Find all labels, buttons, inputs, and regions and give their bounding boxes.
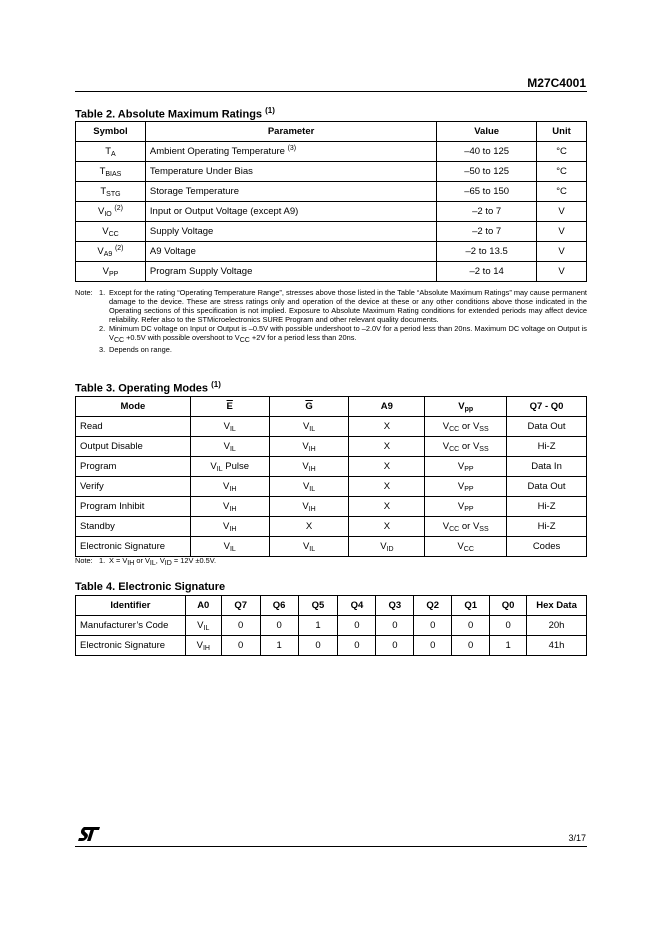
bit-cell: 0 [376, 616, 414, 636]
text: V [302, 460, 309, 472]
document-title: M27C4001 [527, 76, 586, 90]
table-row [76, 202, 587, 222]
text: PP [464, 465, 474, 473]
table2-notes: Note: 1. Except for the rating “Operating Temperature Range”, stresses above those listed in the Table “Absolute Maximum Ratings” may cause permanent damage to the device. These are stress ratings only and operation of the device at these or any other conditions above those indicated in the Operating sections of this specification is not implied. Exposure to Absolute Maximum Rating conditions for extended periods may affect device reliability. Refer also to the STMicroelectronics SURE Program and other relevant quality documents. 2. Minimum DC voltage on Input or Output is –0.5V with possible undershoot to –2.0V for a period less than 20ns. Maximum DC voltage on Output is $V_{CC} +0.5V$ with possible overshoot to $V_{CC} +2V$ for a period less than 20ns. 3. Depends on range. [75, 288, 587, 354]
table4-caption: Table 4. Electronic Signature [75, 581, 226, 593]
text: V [210, 460, 217, 472]
table-row [76, 457, 587, 477]
text: SS [479, 445, 489, 453]
e-cell [190, 497, 269, 517]
symbol-cell [76, 182, 146, 202]
text: IL [229, 445, 236, 453]
header-cell: Q1 [452, 596, 490, 616]
mode: Standby [80, 521, 115, 532]
text: V [223, 540, 230, 552]
identifier-cell [76, 636, 186, 656]
symbol: T [99, 165, 106, 177]
text: V [302, 420, 310, 432]
symbol-cell [76, 202, 146, 222]
text: V [302, 480, 310, 492]
text: V [223, 520, 230, 532]
a9-cell [349, 437, 425, 457]
vpp-cell [425, 417, 507, 437]
header-cell: Q3 [376, 596, 414, 616]
unit-cell: °C [537, 162, 587, 182]
symbol-subscript: IO [104, 211, 112, 219]
value-cell: –2 to 14 [437, 262, 537, 282]
header-e: $\overline{E}$ [190, 397, 269, 417]
bit-cell: 0 [452, 616, 490, 636]
text: IH [229, 525, 237, 533]
text: V [457, 460, 465, 472]
bit-cell: 0 [338, 616, 376, 636]
a9-cell [349, 537, 425, 557]
bit-cell: 0 [260, 616, 298, 636]
a9-cell [349, 457, 425, 477]
vpp-cell [425, 537, 507, 557]
vpp-cell [425, 437, 507, 457]
text: V [223, 420, 230, 432]
unit-cell: V [537, 202, 587, 222]
header-cell: Value [437, 122, 537, 142]
q-cell: Hi-Z [507, 517, 587, 537]
header-mode: Mode [76, 397, 191, 417]
parameter-cell [145, 182, 436, 202]
text: or V [459, 440, 480, 452]
symbol: V [102, 225, 109, 237]
text: PP [464, 505, 474, 513]
text: V [442, 420, 450, 432]
q-cell: Data In [507, 457, 587, 477]
text: X [305, 520, 313, 532]
text: SS [479, 425, 489, 433]
text: IH [308, 465, 316, 473]
vpp-cell [425, 477, 507, 497]
electronic-signature-table [75, 595, 587, 656]
symbol: V [97, 206, 105, 218]
bit-cell: 0 [414, 636, 452, 656]
text: IL [309, 425, 316, 433]
header-q: Q7 - Q0 [507, 397, 587, 417]
header-vpp: $V_{pp}$ [425, 397, 507, 417]
table-row [76, 222, 587, 242]
text: IL [229, 425, 236, 433]
q-cell: Data Out [507, 417, 587, 437]
parameter: Program Supply Voltage [149, 266, 253, 277]
text: V [302, 500, 309, 512]
header-cell: Q4 [338, 596, 376, 616]
mode: Program [80, 461, 117, 472]
table-row [76, 142, 587, 162]
text: or V [459, 420, 480, 432]
footnote-ref: (2) [114, 244, 124, 252]
symbol-subscript: CC [108, 230, 119, 238]
operating-modes-table [75, 396, 587, 557]
absolute-max-ratings-table [75, 121, 587, 282]
parameter: Temperature Under Bias [149, 166, 253, 177]
text: V [302, 540, 310, 552]
text: IL [229, 545, 236, 553]
table-row [76, 262, 587, 282]
table2-caption: Table 2. Absolute Maximum Ratings $^{(1)}$ [75, 106, 275, 121]
vpp-cell [425, 457, 507, 477]
q-cell: Codes [507, 537, 587, 557]
e-cell [190, 417, 269, 437]
q-cell: Hi-Z [507, 437, 587, 457]
bit-cell: 0 [452, 636, 490, 656]
header-cell: Hex Data [527, 596, 587, 616]
symbol-subscript: A [111, 150, 116, 158]
value-cell: –40 to 125 [437, 142, 537, 162]
mode: Verify [80, 481, 104, 492]
text: ID [386, 545, 394, 553]
parameter: Ambient Operating Temperature [149, 146, 285, 158]
mode-cell [76, 417, 191, 437]
hex-cell: 20h [527, 616, 587, 636]
symbol-subscript: A9 [103, 251, 113, 259]
bit-cell: 0 [490, 616, 527, 636]
text: CC [449, 445, 460, 453]
mode-cell [76, 537, 191, 557]
text: IL [309, 545, 316, 553]
text: CC [449, 425, 460, 433]
table-row [76, 636, 587, 656]
a0-cell [185, 636, 221, 656]
symbol: V [97, 246, 104, 258]
table-row [76, 182, 587, 202]
header-cell: Q7 [221, 596, 260, 616]
g-cell [269, 477, 349, 497]
text: V [302, 440, 309, 452]
bit-cell: 0 [298, 636, 338, 656]
symbol-cell [76, 222, 146, 242]
bit-cell: 0 [376, 636, 414, 656]
e-cell [190, 457, 269, 477]
table-row [76, 497, 587, 517]
parameter-cell [145, 262, 436, 282]
parameter: Storage Temperature [149, 186, 239, 197]
mode: Program Inhibit [80, 501, 145, 512]
text: IL [309, 485, 316, 493]
g-cell [269, 417, 349, 437]
header-cell: Q2 [414, 596, 452, 616]
g-cell [269, 437, 349, 457]
text: IH [229, 485, 237, 493]
table-row [76, 477, 587, 497]
table-row [76, 616, 587, 636]
symbol: T [105, 145, 112, 157]
unit-cell: V [537, 262, 587, 282]
identifier: Electronic Signature [80, 640, 166, 651]
unit-cell: V [537, 222, 587, 242]
bit-cell: 1 [490, 636, 527, 656]
header-cell: A0 [185, 596, 221, 616]
text: IH [308, 445, 316, 453]
q-cell: Hi-Z [507, 497, 587, 517]
text: IL [216, 465, 223, 473]
parameter: A9 Voltage [149, 246, 196, 257]
mode-cell [76, 457, 191, 477]
unit-cell: °C [537, 182, 587, 202]
text: V [197, 619, 204, 631]
footnote-ref: (2) [114, 204, 123, 212]
text: V [223, 500, 230, 512]
header-cell: Q6 [260, 596, 298, 616]
bit-cell: 1 [260, 636, 298, 656]
text: X [383, 520, 391, 532]
mode-cell [76, 437, 191, 457]
g-cell [269, 497, 349, 517]
symbol-subscript: STG [106, 190, 121, 198]
parameter-cell [145, 162, 436, 182]
mode-cell [76, 517, 191, 537]
bit-cell: 0 [414, 616, 452, 636]
table-row [76, 537, 587, 557]
text: V [442, 440, 450, 452]
parameter-cell [145, 202, 436, 222]
symbol: V [102, 265, 109, 277]
table-row [76, 517, 587, 537]
table-row [76, 417, 587, 437]
bit-cell: 0 [338, 636, 376, 656]
text: V [457, 500, 465, 512]
table-row [76, 242, 587, 262]
text: Pulse [222, 460, 250, 472]
a9-cell [349, 497, 425, 517]
symbol-cell [76, 162, 146, 182]
text: V [380, 540, 387, 552]
bit-cell: 0 [221, 636, 260, 656]
table-row [76, 437, 587, 457]
header-cell: Identifier [76, 596, 186, 616]
value-cell: –50 to 125 [437, 162, 537, 182]
mode-cell [76, 477, 191, 497]
footnote-ref: (3) [287, 145, 297, 153]
e-cell [190, 517, 269, 537]
identifier-cell [76, 616, 186, 636]
text: V [457, 480, 465, 492]
identifier: Manufacturer’s Code [80, 620, 169, 631]
text: SS [479, 525, 489, 533]
text: X [383, 460, 391, 472]
g-cell [269, 537, 349, 557]
header-cell: Unit [537, 122, 587, 142]
mode: Read [80, 421, 103, 432]
text: V [196, 639, 203, 651]
a9-cell [349, 517, 425, 537]
text: IL [203, 624, 210, 632]
st-logo-icon [77, 826, 101, 842]
header-cell: Parameter [145, 122, 436, 142]
symbol-cell [76, 262, 146, 282]
symbol-cell [76, 242, 146, 262]
header-cell: Q0 [490, 596, 527, 616]
table3-notes: Note: 1. $X = V_{IH}$ or $V_{IL}$, $V_{ID} = 12V \pm 0.5V$. [75, 556, 217, 567]
text: V [223, 440, 230, 452]
text: V [442, 520, 450, 532]
parameter: Input or Output Voltage (except A9) [149, 206, 299, 217]
mode: Output Disable [80, 441, 143, 452]
g-cell [269, 517, 349, 537]
unit-cell: V [537, 242, 587, 262]
g-cell [269, 457, 349, 477]
text: IH [202, 644, 210, 652]
vpp-cell [425, 497, 507, 517]
e-cell [190, 477, 269, 497]
e-cell [190, 437, 269, 457]
bit-cell: 1 [298, 616, 338, 636]
parameter: Supply Voltage [149, 226, 214, 237]
text: X [383, 440, 391, 452]
symbol: T [100, 185, 107, 197]
table-row [76, 162, 587, 182]
header-divider [75, 91, 587, 92]
text: X [383, 480, 391, 492]
header-a9: A9 [349, 397, 425, 417]
table3-caption: Table 3. Operating Modes $^{(1)}$ [75, 380, 221, 395]
hex-cell: 41h [527, 636, 587, 656]
text: PP [464, 485, 474, 493]
symbol-subscript: BIAS [105, 170, 122, 178]
vpp-cell [425, 517, 507, 537]
text: or V [459, 520, 480, 532]
mode: Electronic Signature [80, 541, 166, 552]
header-g: $\overline{G}$ [269, 397, 349, 417]
text: IH [308, 505, 316, 513]
unit-cell: °C [537, 142, 587, 162]
a9-cell [349, 417, 425, 437]
q-cell: Data Out [507, 477, 587, 497]
symbol-cell [76, 142, 146, 162]
text: X [383, 500, 391, 512]
header-cell: Q5 [298, 596, 338, 616]
symbol-subscript: PP [108, 270, 119, 278]
mode-cell [76, 497, 191, 517]
parameter-cell [145, 142, 436, 162]
parameter-cell [145, 222, 436, 242]
a9-cell [349, 477, 425, 497]
value-cell: –2 to 7 [437, 202, 537, 222]
text: V [223, 480, 230, 492]
footer-divider [75, 846, 587, 847]
a0-cell [185, 616, 221, 636]
value-cell: –65 to 150 [437, 182, 537, 202]
value-cell: –2 to 13.5 [437, 242, 537, 262]
parameter-cell [145, 242, 436, 262]
text: CC [449, 525, 460, 533]
text: X [383, 420, 391, 432]
bit-cell: 0 [221, 616, 260, 636]
value-cell: –2 to 7 [437, 222, 537, 242]
text: CC [463, 545, 474, 553]
page-number: 3/17 [568, 833, 586, 843]
text: V [457, 540, 464, 552]
e-cell [190, 537, 269, 557]
header-cell: Symbol [76, 122, 146, 142]
text: IH [229, 505, 237, 513]
